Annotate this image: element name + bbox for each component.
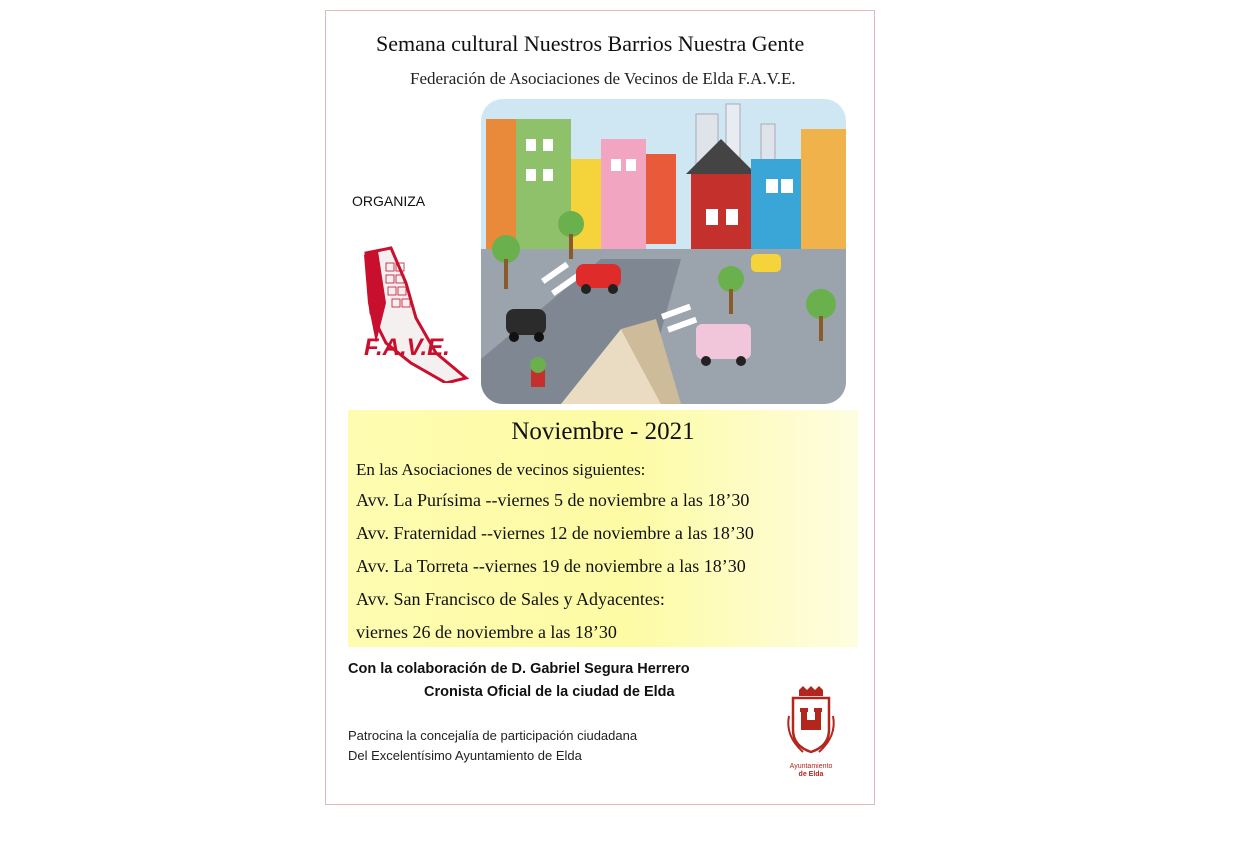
poster-title: Semana cultural Nuestros Barrios Nuestra Gente: [376, 31, 805, 56]
city-street-illustration: [481, 99, 846, 404]
ayuntamiento-crest: [781, 686, 841, 786]
fave-logo-icon: [356, 243, 471, 383]
schedule-line: Avv. La Purísima --viernes 5 de noviembre a las 18’30: [356, 490, 750, 510]
schedule-intro: En las Asociaciones de vecinos siguientes:: [356, 460, 646, 479]
schedule-line: viernes 26 de noviembre a las 18’30: [356, 622, 617, 642]
poster-subtitle: Federación de Asociaciones de Vecinos de Elda F.A.V.E.: [410, 69, 796, 88]
schedule-line: Avv. La Torreta --viernes 19 de noviembre a las 18’30: [356, 556, 746, 576]
poster: [325, 10, 875, 805]
ayuntamiento-crest-icon: [781, 686, 841, 758]
schedule-line: Avv. San Francisco de Sales y Adyacentes:: [356, 589, 665, 609]
sponsor-line-2: Del Excelentísimo Ayuntamiento de Elda: [348, 748, 582, 763]
crest-label-1: Ayuntamiento: [789, 763, 833, 770]
schedule-panel: [348, 410, 858, 647]
crest-label-2: de Elda: [798, 771, 824, 778]
fave-logo-text: F.A.V.E.: [364, 334, 450, 361]
sponsor-line-1: Patrocina la concejalía de participación ciudadana: [348, 728, 638, 743]
collaboration-line-2: Cronista Oficial de la ciudad de Elda: [424, 684, 675, 700]
collaboration-line-1: Con la colaboración de D. Gabriel Segura Herrero: [348, 661, 690, 677]
schedule-line: Avv. Fraternidad --viernes 12 de noviembre a las 18’30: [356, 523, 754, 543]
organiza-label: ORGANIZA: [352, 193, 426, 209]
schedule-month: Noviembre - 2021: [511, 418, 695, 445]
